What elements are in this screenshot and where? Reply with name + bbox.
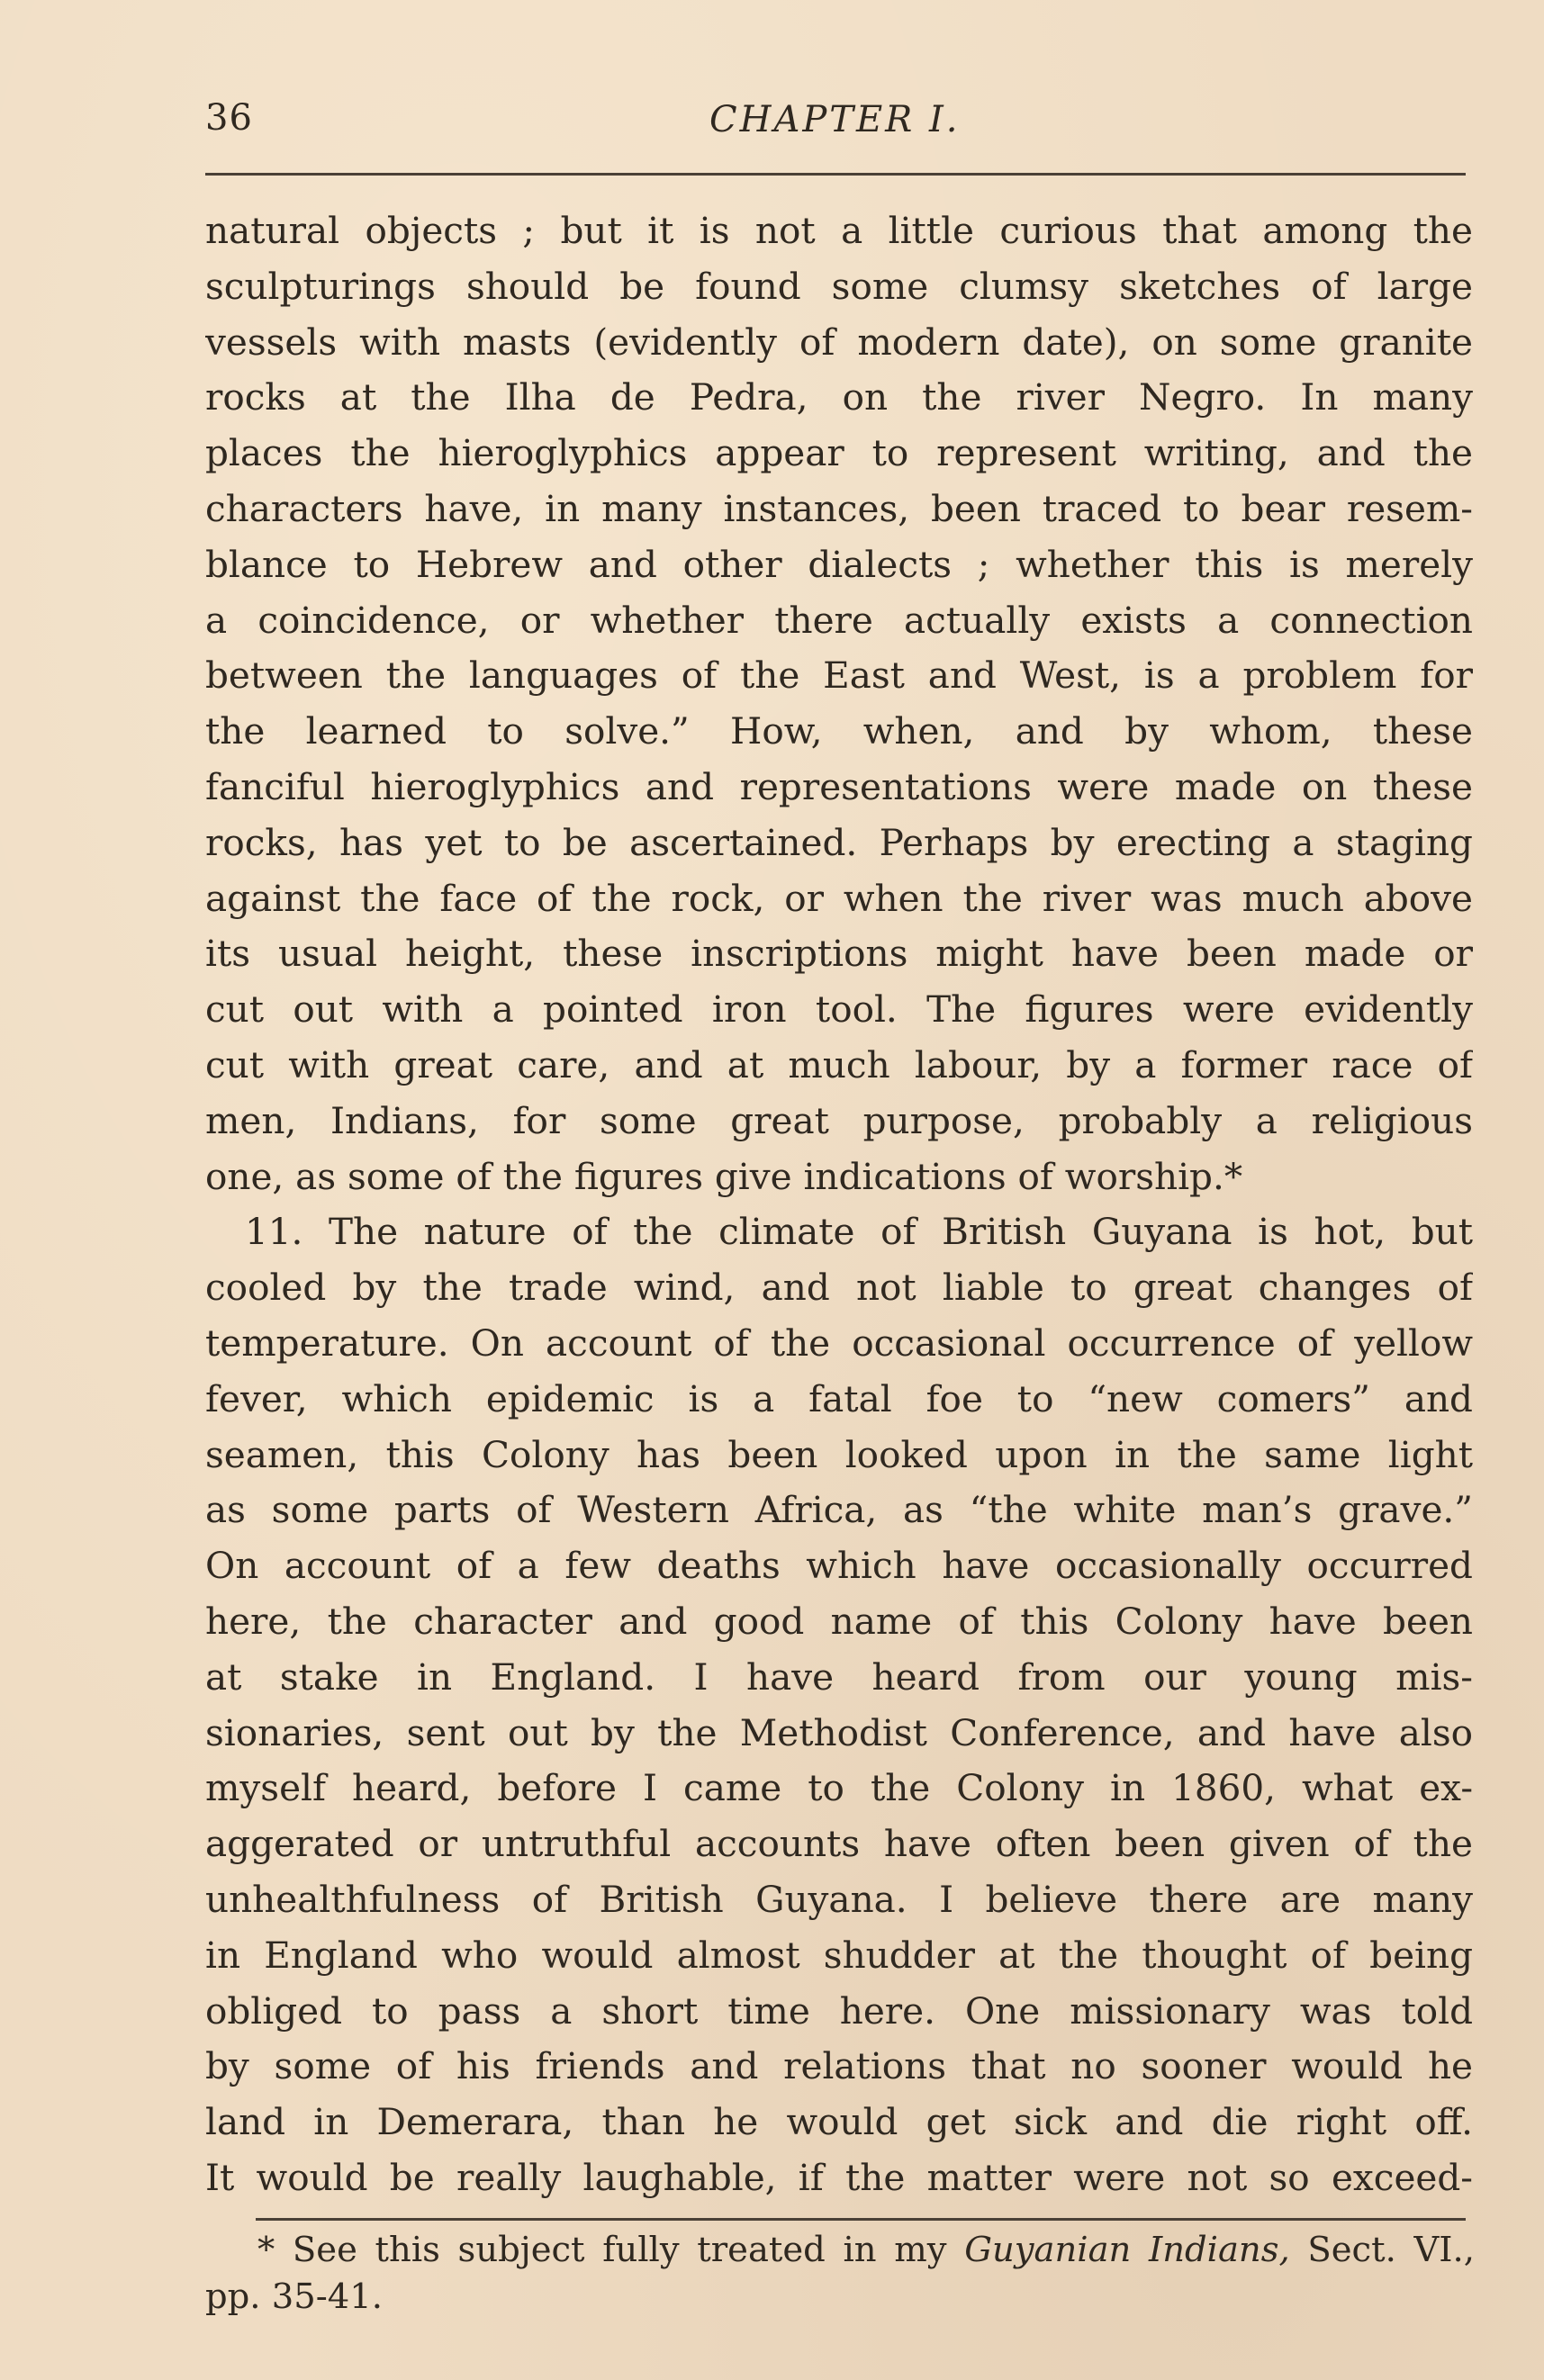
text-line: obliged to pass a short time here. One missionary was told: [205, 1988, 1473, 2033]
text-line: sculpturings should be found some clumsy sketches of large: [205, 264, 1473, 308]
text-line: the learned to solve.” How, when, and by whom, these: [205, 709, 1473, 753]
text-line: against the face of the rock, or when the river was much above: [205, 876, 1473, 920]
text-line: as some parts of Western Africa, as “the white man’s grave.”: [205, 1488, 1473, 1532]
text-line: here, the character and good name of this Colony have been: [205, 1599, 1473, 1643]
text-line: cut with great care, and at much labour, by a former race of: [205, 1042, 1473, 1086]
text-line: at stake in England. I have heard from our young mis-: [205, 1654, 1473, 1699]
footnote-prefix: * See this subject fully treated in my: [257, 2230, 965, 2270]
text-line: places the hieroglyphics appear to represent writing, and the: [205, 431, 1473, 475]
text-line: land in Demerara, than he would get sick and die right off.: [205, 2100, 1473, 2144]
footnote-suffix: Sect. VI.,: [1289, 2230, 1475, 2270]
text-line: fanciful hieroglyphics and representations were made on these: [205, 764, 1473, 808]
text-line: natural objects ; but it is not a little curious that among the: [205, 209, 1473, 252]
text-line: vessels with masts (evidently of modern date), on some granite: [205, 320, 1473, 364]
page-header: [205, 88, 1476, 151]
text-line: cut out with a pointed iron tool. The figures were evidently: [205, 987, 1473, 1032]
footnote-pages: pp. 35-41.: [205, 2276, 383, 2317]
footnote-line: [205, 2227, 1475, 2274]
text-line: unhealthfulness of British Guyana. I believe there are many: [205, 1877, 1473, 1921]
text-line: myself heard, before I came to the Colony in 1860, what ex-: [205, 1766, 1473, 1810]
text-line: On account of a few deaths which have occasionally occurred: [205, 1544, 1473, 1588]
text-line: rocks at the Ilha de Pedra, on the river Negro. In many: [205, 375, 1473, 419]
text-line: temperature. On account of the occasional occurrence of yellow: [205, 1321, 1473, 1365]
text-line: a coincidence, or whether there actually exists a connection: [205, 598, 1473, 642]
footnote-rule: [256, 2218, 1466, 2221]
text-line: between the languages of the East and West, is a problem for: [205, 654, 1473, 698]
header-rule: [205, 173, 1466, 176]
text-line: its usual height, these inscriptions might have been made or: [205, 932, 1473, 976]
text-line: sionaries, sent out by the Methodist Conference, and have also: [205, 1710, 1473, 1754]
paragraph-start-line: 11. The nature of the climate of British Guyana is hot, but: [245, 1210, 1473, 1254]
text-line: rocks, has yet to be ascertained. Perhaps by erecting a staging: [205, 820, 1473, 864]
text-line: men, Indians, for some great purpose, probably a religious: [205, 1098, 1473, 1142]
text-line: fever, which epidemic is a fatal foe to “new comers” and: [205, 1376, 1473, 1420]
footnote: [205, 2227, 1475, 2321]
text-line: It would be really laughable, if the matter were not so exceed-: [205, 2155, 1473, 2199]
text-line: characters have, in many instances, been traced to bear resem-: [205, 486, 1473, 530]
page-number: 36: [205, 97, 253, 139]
text-line: in England who would almost shudder at the thought of being: [205, 1933, 1473, 1977]
paragraph-end-line: one, as some of the figures give indications of worship.*: [205, 1154, 1243, 1198]
running-head: CHAPTER I.: [709, 99, 961, 140]
text-line: cooled by the trade wind, and not liable to great changes of: [205, 1266, 1473, 1310]
footnote-book-title: Guyanian Indians,: [964, 2230, 1290, 2270]
text-line: seamen, this Colony has been looked upon in the same light: [205, 1432, 1473, 1476]
text-line: aggerated or untruthful accounts have often been given of the: [205, 1822, 1473, 1866]
body-text: [205, 203, 1473, 2206]
text-line: by some of his friends and relations that no sooner would he: [205, 2044, 1473, 2088]
text-line: blance to Hebrew and other dialects ; whether this is merely: [205, 542, 1473, 586]
